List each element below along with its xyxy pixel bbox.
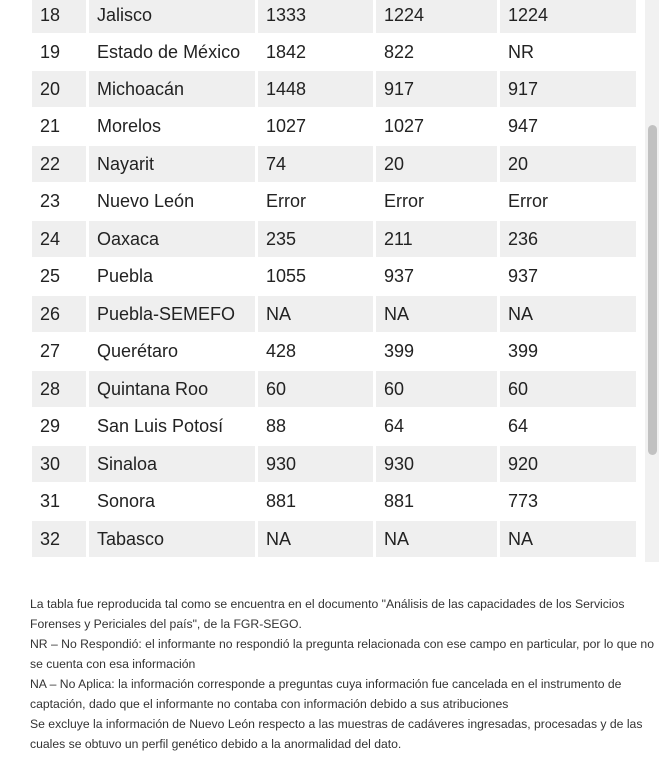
value-cell: 399 bbox=[508, 341, 539, 361]
value-cell: 881 bbox=[384, 491, 415, 511]
row-number: 23 bbox=[40, 191, 61, 211]
row-number: 32 bbox=[32, 521, 86, 557]
value-cell: NA bbox=[500, 521, 636, 557]
table-row bbox=[32, 483, 638, 519]
state-name: Tabasco bbox=[89, 521, 255, 557]
value-cell: 822 bbox=[384, 42, 415, 62]
note-nr: NR – No Respondió: el informante no respondió la pregunta relacionada con ese campo en particular, por lo que no se cuenta con esa información bbox=[30, 637, 654, 671]
state-name: Estado de México bbox=[97, 42, 241, 62]
value-cell: 236 bbox=[500, 221, 636, 257]
value-cell: NA bbox=[376, 296, 497, 332]
value-cell: 74 bbox=[258, 146, 373, 182]
value-cell: 64 bbox=[384, 416, 405, 436]
table-row bbox=[32, 258, 638, 294]
value-cell: 937 bbox=[508, 266, 539, 286]
value-cell: 920 bbox=[500, 446, 636, 482]
note-na: NA – No Aplica: la información corresponde a preguntas cuya información fue cancelada en el instrumento de captación, dado que el informante no contaba con información debido a sus atribuciones bbox=[30, 677, 622, 711]
value-cell: 1333 bbox=[258, 0, 373, 33]
value-cell: Error bbox=[384, 191, 424, 211]
value-cell: 64 bbox=[508, 416, 529, 436]
value-cell: Error bbox=[266, 191, 306, 211]
value-cell: NA bbox=[258, 521, 373, 557]
note-exclusion: Se excluye la información de Nuevo León respecto a las muestras de cadáveres ingresadas, procesadas y de las cuales se obtuvo un perfil genético debido a la anormalidad del dato. bbox=[30, 717, 643, 751]
value-cell: Error bbox=[508, 191, 548, 211]
table-row bbox=[32, 408, 638, 444]
value-cell: 930 bbox=[258, 446, 373, 482]
value-cell: 930 bbox=[376, 446, 497, 482]
value-cell: 1842 bbox=[266, 42, 307, 62]
state-name: Quintana Roo bbox=[89, 371, 255, 407]
value-cell: 917 bbox=[376, 71, 497, 107]
note-source: La tabla fue reproducida tal como se encuentra en el documento "Análisis de las capacidades de los Servicios Forenses y Periciales del país", de la FGR-SEGO. bbox=[30, 597, 625, 631]
state-name: Jalisco bbox=[89, 0, 255, 33]
value-cell: NA bbox=[258, 296, 373, 332]
value-cell: 1055 bbox=[266, 266, 307, 286]
row-number: 26 bbox=[32, 296, 86, 332]
row-number: 29 bbox=[40, 416, 61, 436]
table-row bbox=[32, 34, 638, 70]
row-number: 25 bbox=[40, 266, 61, 286]
table-row bbox=[32, 221, 638, 257]
value-cell: 60 bbox=[258, 371, 373, 407]
value-cell: 60 bbox=[500, 371, 636, 407]
state-name: Nayarit bbox=[89, 146, 255, 182]
state-name: San Luis Potosí bbox=[97, 416, 224, 436]
value-cell: 917 bbox=[500, 71, 636, 107]
row-number: 19 bbox=[40, 42, 61, 62]
row-number: 30 bbox=[32, 446, 86, 482]
table-notes bbox=[30, 594, 658, 754]
value-cell: NA bbox=[500, 296, 636, 332]
table-row bbox=[32, 71, 638, 107]
state-name: Nuevo León bbox=[97, 191, 195, 211]
value-cell: 1224 bbox=[500, 0, 636, 33]
value-cell: 947 bbox=[508, 116, 539, 136]
table-row bbox=[32, 333, 638, 369]
table-row bbox=[32, 296, 638, 332]
table-scrollbar-thumb[interactable] bbox=[648, 125, 657, 455]
value-cell: 20 bbox=[376, 146, 497, 182]
row-number: 24 bbox=[32, 221, 86, 257]
table-row bbox=[32, 146, 638, 182]
value-cell: 88 bbox=[266, 416, 287, 436]
state-name: Sinaloa bbox=[89, 446, 255, 482]
row-number: 27 bbox=[40, 341, 61, 361]
state-name: Morelos bbox=[97, 116, 162, 136]
state-name: Sonora bbox=[97, 491, 156, 511]
row-number: 21 bbox=[40, 116, 61, 136]
row-number: 20 bbox=[32, 71, 86, 107]
state-name: Michoacán bbox=[89, 71, 255, 107]
value-cell: 399 bbox=[384, 341, 415, 361]
row-number: 18 bbox=[32, 0, 86, 33]
data-table bbox=[32, 0, 640, 562]
value-cell: 881 bbox=[266, 491, 297, 511]
value-cell: 1448 bbox=[258, 71, 373, 107]
value-cell: 1224 bbox=[376, 0, 497, 33]
table-row bbox=[32, 446, 638, 482]
row-number: 28 bbox=[32, 371, 86, 407]
value-cell: NA bbox=[376, 521, 497, 557]
value-cell: 937 bbox=[384, 266, 415, 286]
state-name: Querétaro bbox=[97, 341, 179, 361]
table-row bbox=[32, 0, 638, 33]
value-cell: 60 bbox=[376, 371, 497, 407]
row-number: 31 bbox=[40, 491, 61, 511]
value-cell: 428 bbox=[266, 341, 297, 361]
row-number: 22 bbox=[32, 146, 86, 182]
value-cell: 20 bbox=[500, 146, 636, 182]
value-cell: 211 bbox=[376, 221, 497, 257]
value-cell: NR bbox=[508, 42, 534, 62]
table-row bbox=[32, 183, 638, 219]
state-name: Puebla-SEMEFO bbox=[89, 296, 255, 332]
value-cell: 1027 bbox=[266, 116, 307, 136]
state-name: Oaxaca bbox=[89, 221, 255, 257]
state-name: Puebla bbox=[97, 266, 154, 286]
table-row bbox=[32, 108, 638, 144]
value-cell: 773 bbox=[508, 491, 539, 511]
table-row bbox=[32, 521, 638, 557]
value-cell: 235 bbox=[258, 221, 373, 257]
value-cell: 1027 bbox=[384, 116, 425, 136]
table-row bbox=[32, 371, 638, 407]
